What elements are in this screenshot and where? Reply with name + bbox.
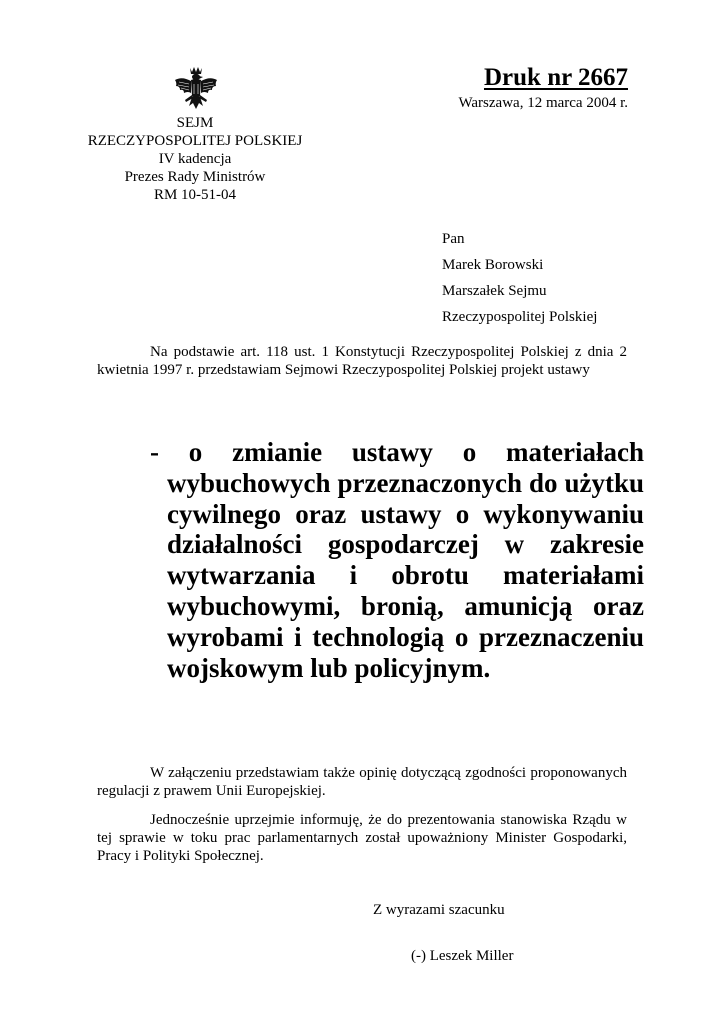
intro-paragraph: Na podstawie art. 118 ust. 1 Konstytucji Rzeczypospolitej Polskiej z dnia 2 kwietnia 1997 r. przedstawiam Sejmowi Rzeczypospolitej Polskiej projekt ustawy [97, 344, 627, 378]
institution-line: RZECZYPOSPOLITEJ POLSKIEJ [87, 133, 303, 149]
bill-subject: - o zmianie ustawy o materiałach wybuchowych przeznaczonych do użytku cywilnego oraz ustawy o wykonywaniu działalności gospodarczej w zakresie wytwarzania i obrotu materiałami wybuchowymi, bronią, amunicją oraz wyrobami i technologią o przeznaczeniu wojskowym lub policyjnym. [150, 437, 644, 683]
reference-number: RM 10-51-04 [153, 187, 237, 203]
polish-eagle-emblem-icon [172, 64, 220, 114]
recipient-block [442, 226, 597, 330]
signature: (-) Leszek Miller [411, 948, 514, 964]
institution-block [60, 114, 330, 204]
institution-line: SEJM [176, 115, 214, 131]
annex-paragraph: W załączeniu przedstawiam także opinię dotyczącą zgodności proponowanych regulacji z prawem Unii Europejskiej. [97, 765, 627, 799]
recipient-line: Marek Borowski [442, 257, 544, 273]
information-paragraph: Jednocześnie uprzejmie informuję, że do prezentowania stanowiska Rządu w tej sprawie w toku prac parlamentarnych został upoważniony Minister Gospodarki, Pracy i Polityki Społecznej. [97, 812, 627, 864]
recipient-line: Rzeczypospolitej Polskiej [442, 309, 598, 325]
institution-line: IV kadencja [158, 151, 232, 167]
print-number-title: Druk nr 2667 [483, 64, 628, 91]
city-date: Warszawa, 12 marca 2004 r. [458, 95, 628, 111]
recipient-line: Marszałek Sejmu [442, 283, 547, 299]
institution-line: Prezes Rady Ministrów [124, 169, 266, 185]
recipient-line: Pan [442, 231, 465, 247]
closing-greeting: Z wyrazami szacunku [373, 902, 505, 918]
